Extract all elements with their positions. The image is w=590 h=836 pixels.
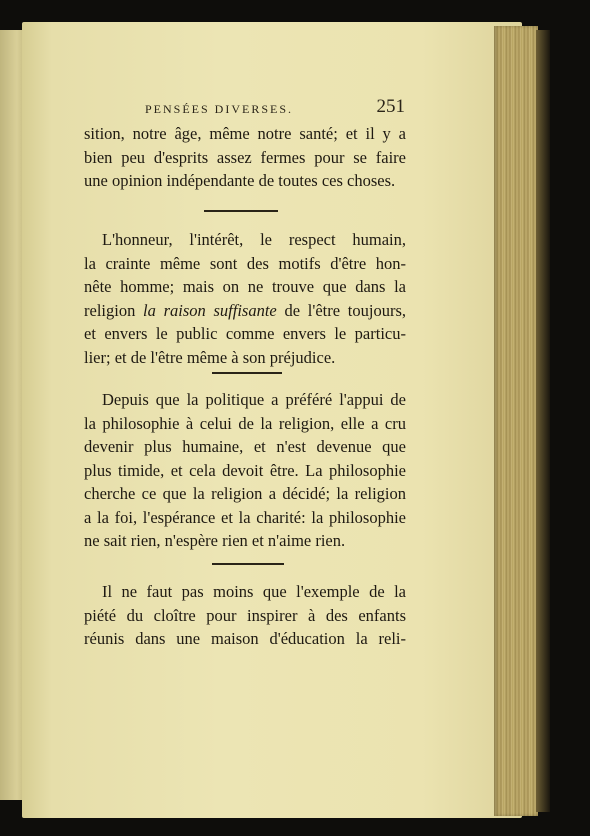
paragraph-3 — [84, 388, 406, 553]
book-cover-shadow — [536, 30, 550, 812]
text-line: bien peu d'esprits assez fermes pour se faire — [84, 147, 406, 167]
section-divider — [204, 210, 278, 212]
running-title: PENSÉES DIVERSES. — [145, 102, 294, 116]
text-line: cherche ce que la religion a décidé; la religion — [84, 484, 406, 503]
section-divider — [212, 563, 284, 565]
page-header — [145, 96, 405, 120]
text-line: la philosophie à celui de la religion, elle a cru — [84, 413, 406, 433]
text-line: lier; et de l'être même à son préjudice. — [84, 347, 336, 367]
section-divider — [212, 372, 282, 374]
text-line-with-italic — [84, 299, 406, 323]
text-line: devenir plus humaine, et n'est devenue que — [84, 437, 406, 456]
text-line: et envers le public comme envers le particu- — [84, 324, 406, 343]
paragraph-2 — [84, 228, 406, 369]
left-page-edge — [0, 30, 24, 800]
text-line: a la foi, l'espérance et la charité: la philosophie — [84, 507, 406, 527]
text-line: L'honneur, l'intérêt, le respect humain, — [102, 230, 406, 249]
page-number: 251 — [376, 96, 405, 117]
text-line: Il ne faut pas moins que l'exemple de la — [102, 582, 406, 601]
text-run: de l'être toujours, — [276, 300, 406, 320]
text-line: piété du cloître pour inspirer à des enfants — [84, 605, 406, 625]
text-line: réunis dans une maison d'éducation la reli- — [84, 629, 406, 648]
text-line: ne sait rien, n'espère rien et n'aime rien. — [84, 531, 346, 550]
page-block-edge — [494, 26, 538, 816]
text-line: plus timide, et cela devoit être. La philosophie — [84, 460, 406, 480]
paragraph-1 — [84, 122, 406, 193]
text-line: Depuis que la politique a préféré l'appui de — [102, 390, 406, 409]
text-run: religion — [84, 300, 144, 320]
paragraph-4 — [84, 580, 406, 651]
text-line: la crainte même sont des motifs d'être hon- — [84, 253, 406, 273]
italic-phrase: la raison suffisante — [143, 300, 277, 320]
text-line: une opinion indépendante de toutes ces choses. — [84, 171, 396, 190]
text-line: nête homme; mais on ne trouve que dans la — [84, 277, 406, 296]
text-line: sition, notre âge, même notre santé; et il y a — [84, 124, 406, 143]
